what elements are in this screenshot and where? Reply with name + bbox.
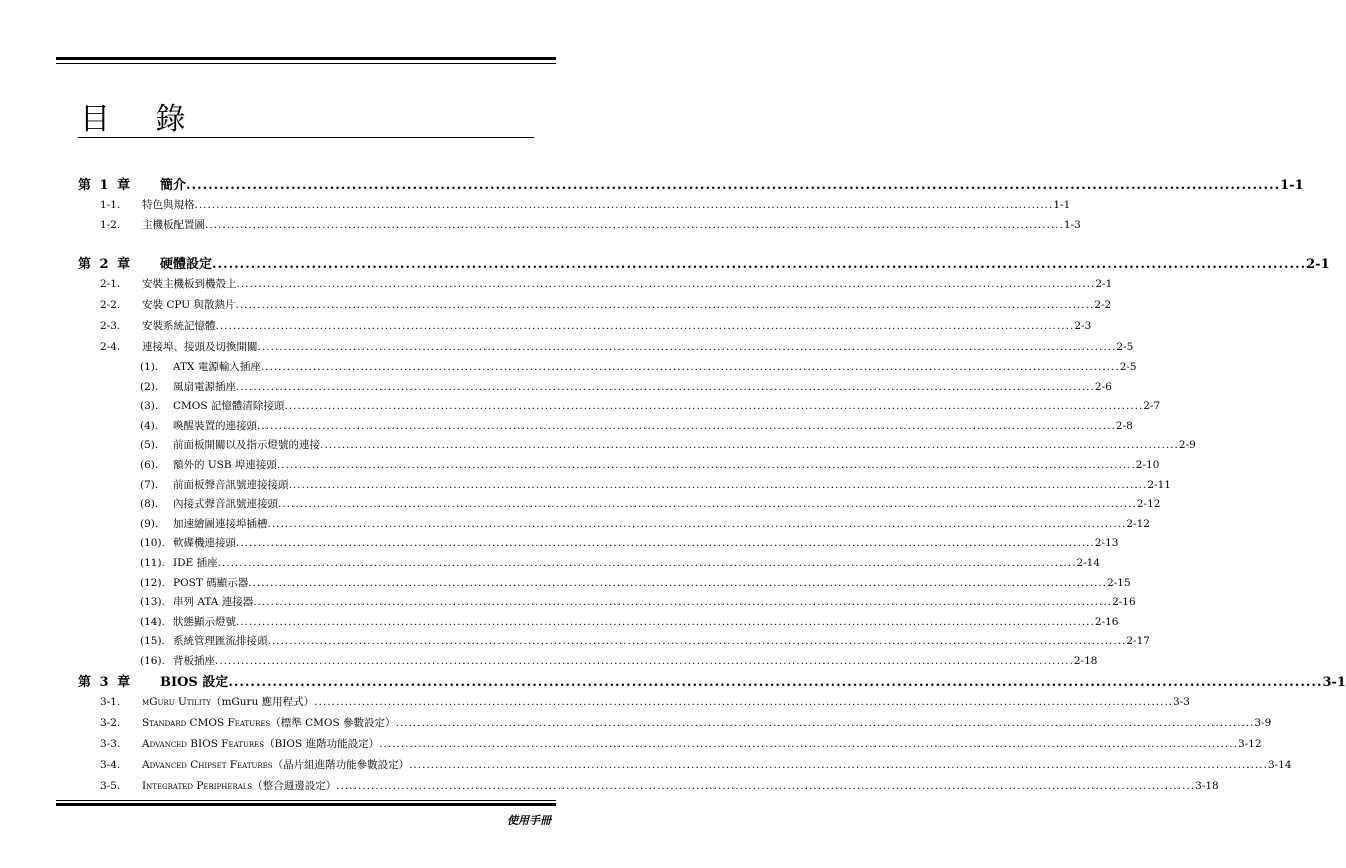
title-underline <box>78 137 534 138</box>
toc-entry-number: (15). <box>140 635 165 647</box>
toc-entry-title-text: 串列 ATA 連接器 <box>173 596 254 608</box>
toc-subsection-9[interactable] <box>140 516 1150 530</box>
toc-leader-dots: ...................................................................................................................................................................................................... <box>409 759 1268 771</box>
toc-entry-title <box>142 736 379 751</box>
toc-page-number: 2-1 <box>1095 278 1113 290</box>
toc-leader-dots: ...................................................................................................................................................................................................... <box>194 199 1054 211</box>
toc-page-number: 2-15 <box>1107 577 1131 589</box>
toc-entry-title-text: 簡介 <box>160 178 187 193</box>
toc-entry-title <box>173 575 248 590</box>
toc-subsection-11[interactable] <box>140 555 1101 569</box>
toc-entry-title <box>173 516 268 531</box>
toc-leader-dots: ...................................................................................................................................................................................................... <box>336 780 1196 792</box>
toc-leader-dots: ...................................................................................................................................................................................................... <box>253 596 1113 608</box>
toc-entry-number: (13). <box>140 596 165 608</box>
toc-entry-number: 2-3. <box>100 320 121 332</box>
toc-entry-title <box>173 477 289 492</box>
toc-page-number: 3-14 <box>1267 759 1292 771</box>
footer-rule-thin <box>56 800 556 801</box>
toc-leader-dots: ...................................................................................................................................................................................................... <box>236 537 1095 549</box>
toc-entry-number: (10). <box>140 537 165 549</box>
toc-leader-dots: ...................................................................................................................................................................................................... <box>260 361 1120 373</box>
toc-entry-title-english: Standard CMOS Features <box>142 717 271 729</box>
toc-leader-dots: ...................................................................................................................................................................................................... <box>236 616 1095 628</box>
toc-entry-title-text: POST 碼顯示器 <box>173 577 249 589</box>
toc-leader-dots: ...................................................................................................................................................................................................... <box>379 738 1238 750</box>
toc-entry-title-text: BIOS 設定 <box>160 675 229 690</box>
toc-subsection-15[interactable] <box>140 633 1150 647</box>
toc-entry-number: 3-4. <box>100 759 121 771</box>
toc-entry-title-text: 背板插座 <box>173 655 215 667</box>
toc-entry-number: 1-1. <box>100 199 121 211</box>
toc-section-3-3[interactable] <box>100 736 1262 750</box>
toc-entry-title <box>142 694 314 709</box>
toc-page-number: 2-13 <box>1094 537 1119 549</box>
toc-entry-title-text: 額外的 USB 埠連接頭 <box>173 459 277 471</box>
toc-leader-dots: ...................................................................................................................................................................................................... <box>205 219 1064 231</box>
toc-subsection-12[interactable] <box>140 575 1131 589</box>
toc-leader-dots: ...................................................................................................................................................................................................... <box>284 400 1144 412</box>
toc-entry-title <box>173 457 277 472</box>
toc-entry-number: 1-2. <box>100 219 121 231</box>
toc-leader-dots: ...................................................................................................................................................................................................... <box>235 299 1095 311</box>
header-rule-thin <box>56 63 556 64</box>
toc-section-2-1[interactable] <box>100 276 1113 290</box>
toc-entry-title <box>142 757 409 772</box>
toc-chapter-3[interactable] <box>78 671 1346 690</box>
toc-entry-title-text: 喚醒裝置的連接頭 <box>173 420 257 432</box>
toc-entry-number: (1). <box>140 361 159 373</box>
toc-chapter-1[interactable] <box>78 174 1304 193</box>
toc-entry-title <box>173 437 320 452</box>
toc-entry-number: (3). <box>140 400 159 412</box>
toc-entry-title <box>173 398 284 413</box>
toc-entry-title-text: 內接式聲音訊號連接頭 <box>173 498 278 510</box>
toc-entry-title <box>173 418 257 433</box>
toc-entry-number: 2-1. <box>100 278 121 290</box>
toc-subsection-1[interactable] <box>140 359 1137 373</box>
toc-leader-dots: ...................................................................................................................................................................................................... <box>288 479 1148 491</box>
toc-page-number: 2-18 <box>1073 655 1098 667</box>
toc-entry-title-text: 特色與規格 <box>142 199 195 211</box>
toc-entry-title-text: 軟碟機連接頭 <box>173 537 236 549</box>
toc-leader-dots: ...................................................................................................................................................................................................... <box>257 420 1116 432</box>
toc-entry-title <box>142 318 216 333</box>
toc-entry-title-text: （晶片組進階功能參數設定） <box>272 759 410 771</box>
toc-page-number: 1-1 <box>1053 199 1071 211</box>
toc-page-number: 3-1 <box>1322 675 1346 690</box>
toc-page-number: 1-1 <box>1280 178 1304 193</box>
toc-entry-title <box>173 379 236 394</box>
toc-entry-title-text: 連接埠、接頭及切換開關 <box>142 341 258 353</box>
toc-leader-dots: ...................................................................................................................................................................................................... <box>215 320 1075 332</box>
toc-entry-number: (4). <box>140 420 159 432</box>
toc-entry-number: (11). <box>140 557 165 569</box>
toc-page-number: 2-8 <box>1115 420 1133 432</box>
toc-entry-title-text: （標準 CMOS 參數設定） <box>270 717 396 729</box>
toc-entry-number: (6). <box>140 459 159 471</box>
toc-leader-dots: ...................................................................................................................................................................................................... <box>267 635 1127 647</box>
toc-entry-title-text: 硬體設定 <box>160 257 213 272</box>
toc-entry-number: (16). <box>140 655 165 667</box>
toc-page-number: 3-3 <box>1173 696 1190 708</box>
toc-entry-number: 2-4. <box>100 341 121 353</box>
toc-page-number: 2-3 <box>1074 320 1092 332</box>
toc-section-1-1[interactable] <box>100 197 1071 211</box>
toc-page-number: 2-16 <box>1094 616 1119 628</box>
toc-subsection-10[interactable] <box>140 535 1119 549</box>
toc-subsection-8[interactable] <box>140 496 1161 510</box>
toc-entry-title-text: 狀態顯示燈號 <box>173 616 236 628</box>
toc-entry-title <box>173 359 261 374</box>
header-rule-thick <box>56 57 556 60</box>
toc-page-number: 2-17 <box>1126 635 1150 647</box>
toc-subsection-2[interactable] <box>140 379 1112 393</box>
toc-entry-number: (2). <box>140 381 159 393</box>
toc-entry-number: 3-3. <box>100 738 121 750</box>
toc-entry-number: (12). <box>140 577 165 589</box>
toc-entry-title <box>160 671 228 690</box>
toc-entry-number: 第 3 章 <box>78 675 133 690</box>
toc-entry-title <box>173 555 218 570</box>
toc-entry-title-text: ATX 電源輸入插座 <box>173 361 261 373</box>
toc-page-number: 3-9 <box>1254 717 1272 729</box>
toc-entry-number: 2-2. <box>100 299 121 311</box>
toc-entry-title-text: IDE 插座 <box>173 557 218 569</box>
toc-leader-dots: ...................................................................................................................................................................................................... <box>395 717 1255 729</box>
toc-entry-title-text: （mGuru 應用程式） <box>210 696 315 708</box>
toc-chapter-2[interactable] <box>78 253 1330 272</box>
toc-entry-title <box>160 174 186 193</box>
toc-leader-dots: ...................................................................................................................................................................................................... <box>248 577 1108 589</box>
toc-entry-title <box>160 253 212 272</box>
toc-page-number: 2-5 <box>1116 341 1134 353</box>
toc-leader-dots: ...................................................................................................................................................................................................... <box>257 341 1117 353</box>
toc-entry-number: 3-1. <box>100 696 121 708</box>
toc-entry-number: 第 2 章 <box>78 257 133 272</box>
toc-entry-title-text: 安裝系統記憶體 <box>142 320 216 332</box>
toc-leader-dots: ...................................................................................................................................................................................................... <box>228 675 1323 690</box>
toc-page-number: 2-14 <box>1076 557 1101 569</box>
toc-entry-number: (7). <box>140 479 159 491</box>
toc-entry-title <box>173 496 278 511</box>
toc-section-2-2[interactable] <box>100 297 1112 311</box>
toc-section-2-4[interactable] <box>100 339 1134 353</box>
toc-entry-number: 第 1 章 <box>78 178 133 193</box>
toc-page-number: 2-12 <box>1126 518 1150 530</box>
toc-entry-title <box>173 614 236 629</box>
toc-entry-title <box>142 297 235 312</box>
toc-leader-dots: ...................................................................................................................................................................................................... <box>267 518 1127 530</box>
toc-leader-dots: ...................................................................................................................................................................................................... <box>236 381 1095 393</box>
toc-subsection-5[interactable] <box>140 437 1196 451</box>
toc-entry-number: 3-2. <box>100 717 121 729</box>
toc-page-number: 3-18 <box>1195 780 1219 792</box>
toc-leader-dots: ...................................................................................................................................................................................................... <box>212 257 1307 272</box>
toc-section-3-2[interactable] <box>100 715 1272 729</box>
toc-entry-title-english: Advanced Chipset Features <box>142 759 273 771</box>
toc-subsection-3[interactable] <box>140 398 1161 412</box>
toc-entry-title-text: （BIOS 進階功能設定） <box>264 738 380 750</box>
page-title: 目 錄 <box>80 102 204 137</box>
footer-rule-thick <box>56 803 556 806</box>
toc-entry-title <box>142 217 205 232</box>
toc-page-number: 2-7 <box>1143 400 1161 412</box>
toc-entry-number: 3-5. <box>100 780 121 792</box>
toc-entry-title-text: 前面板聲音訊號連接接頭 <box>173 479 289 491</box>
toc-entry-number: (8). <box>140 498 159 510</box>
footer-manual-label: 使用手冊 <box>507 814 551 827</box>
toc-entry-title-text: 前面板開關以及指示燈號的連接 <box>173 439 320 451</box>
toc-section-1-2[interactable] <box>100 217 1081 231</box>
toc-entry-title-text: 主機板配置圖 <box>142 219 205 231</box>
toc-subsection-4[interactable] <box>140 418 1133 432</box>
toc-entry-number: (9). <box>140 518 159 530</box>
toc-subsection-13[interactable] <box>140 594 1136 608</box>
toc-entry-title <box>142 276 237 291</box>
toc-entry-title <box>142 715 396 730</box>
toc-entry-title <box>142 778 336 793</box>
toc-entry-title <box>173 535 236 550</box>
toc-page-number: 2-2 <box>1094 299 1112 311</box>
toc-entry-title-text: 風扇電源插座 <box>173 381 236 393</box>
toc-entry-title-text: （整合週邊設定） <box>252 780 337 792</box>
toc-subsection-16[interactable] <box>140 653 1098 667</box>
toc-page-number: 2-16 <box>1112 596 1136 608</box>
toc-page-number: 3-12 <box>1237 738 1262 750</box>
toc-section-3-1[interactable] <box>100 694 1190 708</box>
toc-entry-title-text: 安裝主機板到機殼上 <box>142 278 237 290</box>
toc-entry-title <box>173 633 268 648</box>
toc-page-number: 2-6 <box>1094 381 1112 393</box>
toc-page-number: 2-5 <box>1119 361 1137 373</box>
toc-entry-title <box>142 339 258 354</box>
toc-subsection-7[interactable] <box>140 477 1171 491</box>
toc-entry-number: (14). <box>140 616 165 628</box>
toc-entry-title-english: mGuru Utility <box>142 696 211 708</box>
toc-page-number: 2-10 <box>1135 459 1160 471</box>
toc-entry-title-text: CMOS 記憶體清除接頭 <box>173 400 285 412</box>
toc-leader-dots: ...................................................................................................................................................................................................... <box>278 498 1137 510</box>
toc-entry-title-text: 系統管理匯流排接頭 <box>173 635 268 647</box>
toc-entry-title <box>173 594 253 609</box>
toc-leader-dots: ...................................................................................................................................................................................................... <box>320 439 1179 451</box>
toc-entry-number: (5). <box>140 439 159 451</box>
toc-page-number: 2-11 <box>1147 479 1171 491</box>
toc-subsection-14[interactable] <box>140 614 1119 628</box>
toc-subsection-6[interactable] <box>140 457 1160 471</box>
toc-leader-dots: ...................................................................................................................................................................................................... <box>276 459 1136 471</box>
toc-entry-title-text: 安裝 CPU 與散熱片 <box>142 299 236 311</box>
toc-leader-dots: ...................................................................................................................................................................................................... <box>217 557 1077 569</box>
toc-leader-dots: ...................................................................................................................................................................................................... <box>215 655 1074 667</box>
toc-entry-title-english: Advanced BIOS Features <box>142 738 265 750</box>
toc-page-number: 2-12 <box>1136 498 1161 510</box>
toc-entry-title-english: Integrated Peripherals <box>142 780 253 792</box>
toc-page-number: 2-9 <box>1178 439 1196 451</box>
toc-page-number: 1-3 <box>1063 219 1081 231</box>
toc-page-number: 2-1 <box>1306 257 1330 272</box>
toc-leader-dots: ...................................................................................................................................................................................................... <box>186 178 1281 193</box>
toc-section-3-5[interactable] <box>100 778 1219 792</box>
toc-section-3-4[interactable] <box>100 757 1292 771</box>
toc-leader-dots: ...................................................................................................................................................................................................... <box>314 696 1174 708</box>
toc-entry-title <box>173 653 215 668</box>
toc-entry-title <box>142 197 195 212</box>
toc-section-2-3[interactable] <box>100 318 1092 332</box>
toc-entry-title-text: 加速繪圖連接埠插槽 <box>173 518 268 530</box>
toc-leader-dots: ...................................................................................................................................................................................................... <box>236 278 1096 290</box>
